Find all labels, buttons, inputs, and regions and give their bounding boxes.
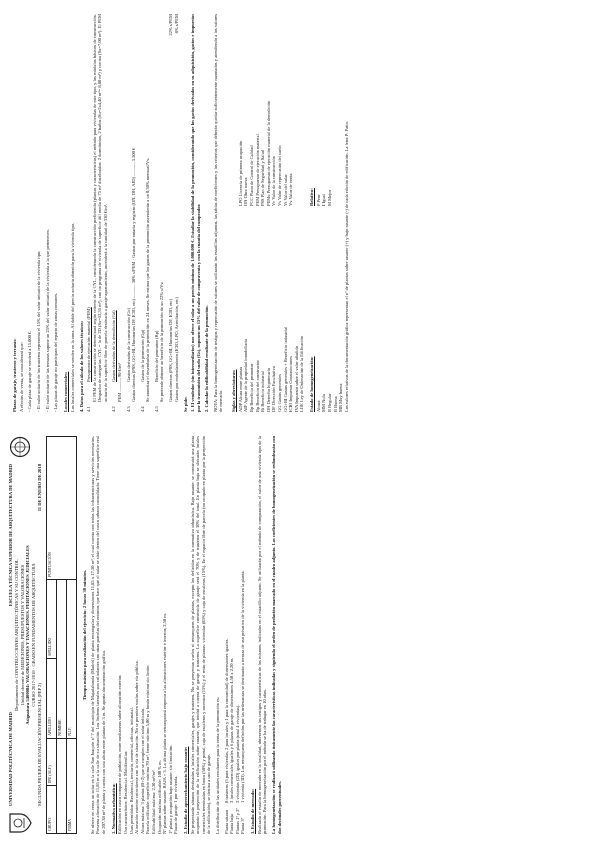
group-dni-field[interactable] <box>56 738 66 833</box>
relativo-item: M Mejor <box>326 189 332 206</box>
relativo-list <box>316 14 333 206</box>
abbr-left-list <box>238 220 305 412</box>
group-header: GRUPO <box>46 786 56 834</box>
abbr-item: LOE Ley de Ordenación de la Edificación <box>299 336 305 412</box>
distribution-row <box>240 436 246 834</box>
signature-header: FIRMA <box>66 738 76 833</box>
distribution-floor: Planta sótano <box>223 809 229 834</box>
abbr-item: PSS Plan de Seguridad y Salud <box>260 149 266 206</box>
garage-lines <box>19 14 59 412</box>
section-4-item-number: 4.2 <box>111 406 117 412</box>
section-4-item-number: 4.4 <box>139 406 145 412</box>
normativa-line: Uso característico: Residencial. Multifamiliar. <box>122 750 128 834</box>
question-2: 2. Calcular la edificabilidad resultante de la promoción. <box>204 305 210 412</box>
score-header: PUNTUACIÓN <box>46 437 76 580</box>
abbr-item: Bp Beneficio del constructor <box>254 360 260 412</box>
section-4-items <box>86 14 165 412</box>
dni-header: DNI (ALF.) <box>46 738 56 786</box>
abbr-item: ON Obra nueva <box>243 177 249 206</box>
distribution-title: La distribución de las unidades resultantes para la venta de la promoción es: <box>215 697 221 834</box>
section-4-item-label: Gastos de la promoción (Gp) <box>139 329 145 382</box>
distribution-desc: 2 viviendas (2D) iguales por planta (total 4 viviendas). <box>234 704 240 804</box>
normativa-line: Altura máxima: 3 plantas (B+2) que se cumplen con el solar indicado. <box>139 707 145 834</box>
abbr-item: Bp Beneficio del promotor <box>249 363 255 412</box>
abbr-item: Vt Valor del solar <box>282 174 288 206</box>
abbr-item: AIF Agente de la propiedad inmobiliaria <box>243 338 249 412</box>
garage-line: - Cada plaza de garaje se venderá a 15.000 €. <box>27 330 33 412</box>
abbr-item: ICIO Impuesto Construcciones <box>288 356 294 412</box>
section-3-text-1: Realizado el estudio de mercado en la localidad, obtenemos los testigos y características de los mismos, indicados en el estadillo adjunto. Se utilizarán por el método de comparación, el valor de una vivienda tipo de la promoción. Para la homogeneización por el método se ha de trabajar en 10 años. <box>256 436 268 834</box>
distribution-floor: Planta 3ª <box>240 818 246 834</box>
garage-line: - Las plazas de garaje no participan del reparto de zonas comunes. <box>53 292 59 412</box>
section-4-item-text: PEM ............ 90 €/m² <box>116 363 122 402</box>
surname2-header: APELLIDO <box>46 579 56 658</box>
time-note: Tiempo máximo para realización del ejercicio: 2 horas 30 minutos. <box>81 569 87 701</box>
exam-date: 11 DE ENERO DE 2018 <box>36 464 42 512</box>
abbr-item: DH Derecho hipotecario <box>265 367 271 412</box>
section-4-item-label: Beneficio del promotor (Bp) <box>153 330 159 382</box>
section-4-item-number: 4.1 <box>85 406 91 412</box>
extra-value: 8% s/PEM <box>173 14 179 34</box>
section-4-item-label: Gastos derivados de la construcción (Gc) <box>125 307 131 382</box>
estado-item: R Regular <box>326 393 332 412</box>
garage-line: - El valor unitario de las terrazas supone un 25% del valor unitario de la vivienda a la que pertenecen. <box>44 229 50 412</box>
section-4-item-text: Gastos directos (PSS, GG+BI, Honorarios DF, ICIO, etc) ............ 30% s/PEM · Gastos por notaría y registro (ON, DH, AJD) ............ 3.500 € <box>131 147 137 402</box>
estado-item: MM Nula <box>321 394 327 412</box>
locales-text: Los locales comerciales se venden en la zona. Al doble del precio unitario obtenido para la vivienda tipo. <box>69 222 75 412</box>
department: Departamento de CONSTRUCCIONES ARQUITECTÓNICAS Y SU CONTROL <box>13 559 19 711</box>
estado-list <box>316 220 344 412</box>
abbr-item: ADP Altura entre plantas <box>237 366 243 412</box>
estado-item: Altura <box>315 400 321 412</box>
exam-name: SEGUNDA PRUEBA DE EVALUACIÓN PRESENCIAL (PEP 2) <box>36 683 42 806</box>
nif-header: N.I.F. <box>66 579 76 738</box>
garage-title: Plazas de garaje, trasteros y terrazas: <box>12 338 17 412</box>
extra-label: Gastos por endeudamiento (ICIO, LPO, Acreditación, etc) <box>173 297 179 402</box>
locales-title: Locales comerciales: <box>62 371 68 412</box>
abbr-item: Vs Valor de repercusión del suelo <box>276 145 282 206</box>
left-column <box>0 424 600 848</box>
relativo-title: Relativo: <box>308 188 314 206</box>
section-4-item-label: Presupuesto de ejecución material (PEM) <box>85 307 91 382</box>
garage-line: - El valor unitario de los trasteros representa el 15% del valor unitario de la vivienda tipo. <box>35 250 41 412</box>
intro-text: Se ofrece en venta un solar en la calle San Joaquín nº 7 del municipio de Majadahonda (Madrid) de planta rectangular y dimensiones 11,85 x 17,50 m², el cual cuenta con todas las infraestructuras y servicios necesarios. Presenta alineación de 11,85 m a la calle de su situación. Los linderos laterales son colindantes con otras parcelas del entorno, que hace que el solar se sitúe dentro del casco urbano consolidado. Tiene una superficie real de 207,38 m² de planta y cuenta con una altura entre plantas de 3 m. Se aporta documentación gráfica. <box>89 436 106 834</box>
normativa-line: Usos permitidos: Residencial, terciario, comercial, oficinas, industrial. <box>128 707 134 834</box>
footnote: Los valores relativos de la documentación gráfica representan el nº de plantas sobre rasante (+) y bajo rasante (-) de cada edición de edificación. La letra P: Patio. <box>343 121 349 412</box>
abbr-item: PCC Plano de Control de Calidad <box>249 145 255 206</box>
abbr-item: LPO Licencia de primera ocupación <box>237 140 243 206</box>
distribution-floor: Plantas 1ª y 2ª <box>234 808 240 834</box>
abbr-item: PEM Presupuesto de ejecución material <box>254 134 260 206</box>
subject: Asignatura 5400084: VALORACIONES Y TASACIONES. PERITACIONES JUDICIALES <box>25 545 31 725</box>
distribution-floor: Planta baja <box>229 814 235 834</box>
normativa-line: 1ª planta y ocupación bajo rasante: sin limitación. <box>167 744 173 834</box>
course: CURSO 2017-2018 · GRADO EN FUNDAMENTOS DE ARQUITECTURA <box>31 563 37 707</box>
normativa-line: Alineación exterior coincidente con la vía de situación. No se permiten vuelos sobre vía pública. <box>134 660 140 834</box>
surname1-header: APELLIDO <box>46 659 56 738</box>
student-table <box>46 436 77 834</box>
section-4-item-text: Se amortiza el desembolso de la promoción en 24 meses. Se estima que los gastos de la promoción ascenderán a un 0,30% mensual/Vv. <box>145 157 151 402</box>
section-2-title: 2. Estudio de aprovechamiento bajo rasante: <box>182 746 188 834</box>
section-1-title: 1. Normativa urbanística: <box>110 783 116 834</box>
abbr-item: GG Gastos generales <box>276 374 282 412</box>
normativa-line: Edificación en casco compacto de población, entre medianeras sobre alineación exterior. <box>117 674 123 834</box>
abbr-title: Siglas y abreviaturas: <box>231 369 237 412</box>
abbr-right-list <box>238 14 294 206</box>
estado-title: Estado de homogeneización: <box>308 356 314 412</box>
distribution-desc: 2 locales comerciales iguales y 6 plazas de garaje de dimensiones 4,50 x 2,20 m. <box>229 657 235 804</box>
section-3-title: 3. Estudio de mercado: <box>250 788 256 834</box>
school-name: ESCUELA TÉCNICA SUPERIOR DE ARQUITECTURA DE MADRID <box>8 464 13 607</box>
normativa-line: Parcela edificable: superficie mínima 70 m², frente mínimo 5,00 m y fondo mínimo sin límite. <box>145 664 151 834</box>
extra-value: 22% s/PEM <box>168 14 174 36</box>
homogenization-legend <box>305 14 344 412</box>
university-name: UNIVERSIDAD POLITÉCNICA DE MADRID <box>8 712 13 806</box>
distribution-rows <box>224 436 246 834</box>
distribution-desc: 8 trasteros (5 para viviendas, 2 para locales y 1 para la comunidad) de dimensiones iguales. <box>223 638 229 804</box>
name-header: NOMBRE <box>56 579 66 738</box>
header <box>8 436 43 834</box>
abbr-item: Bt Beneficio industrial <box>260 371 266 412</box>
section-3-text-2: La homogeneización se realizará utilizando únicamente las características indicadas y siguiendo el orden de prelación marcado en el cuadro adjunto. Los coeficientes de homogeneización se redondearán con dos decimales porcentuales. <box>271 436 282 834</box>
normativa-line: Ocupación máxima edificable: 100 % m. <box>156 760 162 834</box>
university-crest-icon <box>8 812 32 834</box>
section-4-item-number: 4.5 <box>153 406 159 412</box>
extra-label: Gastos directos (PSS, GG+BI, Honorarios DF, ICIO, etc) <box>168 298 174 402</box>
section-1-lines <box>117 436 179 834</box>
question-1: 1. El vendedor (sin intermediarios) nos ofrece el solar a un precio mínimo de 1.000.000 €. Estudiar la viabilidad de la promoción, considerando que los gastos derivados en su adquisición, gastos e impuestos por la transmisión del suelo (Gs), suponen un 15% del valor de compraventa y con la cuantía del comprador. <box>190 14 201 412</box>
section-4-item-number: 4.3 <box>125 406 131 412</box>
section-4-extra <box>168 14 179 412</box>
section-4-extra-row <box>174 14 180 412</box>
section-4-item-text: El PEM de la construcción se determinará según criterio de la CYL, considerando la construcción prefiriendo (plantas y características) el método para viviendas de este tipo, y los módulos básicos de construcción. Despacho de categorías: CYL = la de 2D (Su=52,55 m²), con un programa de vivienda de superficie útil media de 75 m² distribuidos: 2 dormitorios, 2 baños (Su=2x4,40 m²= 8,80 m²) y cocina (Su=7,00 m²). El PEM unitario de la superficie libre de parcela destinada a garaje-aparcamiento, ascenderá a la cantidad de 330 €/m². <box>91 14 108 402</box>
normativa-line: Plazas de garaje: 1 por vivienda. <box>173 775 179 834</box>
normativa-line: Nº plantas sobre rasante: BAJA + 3. La última planta se retranqueará respecto a las alineaciones exterior e interior, 2,50 m. <box>162 613 168 834</box>
section-4-item-text: Se pretende obtener un beneficio de la promoción de un 22% s/Vv. <box>159 281 165 402</box>
distribution-desc: 1 vivienda (3D). Los retranqueos definidos por las ordenanzas se destinarán a terraza de uso privativo de la vivienda en la planta. <box>240 570 246 804</box>
abbr-item: IVA Impuesto sobre el valor añadido <box>293 345 299 412</box>
teaching-unit: Unidad docente de MEDICIONES, PRESUPUESTOS Y VALORACIONES <box>19 564 25 706</box>
section-2-text: Se proyectarán sótanos destinados a locales comerciales, garajes y trasteros. No se proyectan vuelos ni retranqueos de plantas, excepto los definidos en la normativa urbanística. Bajo rasante: se construirá una planta ocupando la proyección de la edificación sobre rasante, que tendrá a cuenta de garaje y trasteros. La superficie construida de garaje será el 70% y de trasteros el 30% del total. En planta baja se ubicarán locales comerciales terminados en bruto (50%) y portal, caja de escaleras y ascensor (15%) y el resto de plantas: viviendas (85%) y caja de escaleras (15%). En el espacio libre de parcela (no ocupado en planta por la proyección de la edificación), se destina a uso de garaje. <box>189 436 212 834</box>
abbr-item: GG+BI Gastos generales + Beneficio industrial <box>282 326 288 412</box>
questions-title: Se pide: <box>183 396 189 412</box>
note: NOTA: Para la homogeneización de testigos y repercusión de valores se utilizarán los estadillos adjuntos, las tablas de coeficientes y los criterios que deberán quedar suficientemente razonados y atendiendo a los valores de mercado. <box>212 14 224 412</box>
relativo-item: I Igual <box>321 194 327 206</box>
section-4-title: 4. Datos para el cálculo de los valores técnicos: <box>79 320 85 412</box>
abbr-item: Vc Valor de la construcción <box>271 156 277 206</box>
normativa-line: Edificabilidad máxima: 2,30 m²/m². <box>150 769 156 834</box>
abbreviations <box>227 14 305 412</box>
estado-item: B Buena <box>332 396 338 412</box>
abbr-item: PEMu Presupuesto de ejecución material de la demolición <box>265 100 271 206</box>
estado-item: MB Muy buena <box>338 383 344 412</box>
section-4-item-label: Gastos derivados de la demolición (Gd) <box>111 310 117 382</box>
abbr-item: Vv Valor de venta <box>288 173 294 206</box>
relativo-item: P Peor <box>315 194 321 206</box>
garage-line: A efectos de venta, se considerará que: <box>18 342 24 412</box>
abbr-item: DF Dirección Facultativa <box>271 366 277 412</box>
school-crest-icon <box>8 436 32 458</box>
